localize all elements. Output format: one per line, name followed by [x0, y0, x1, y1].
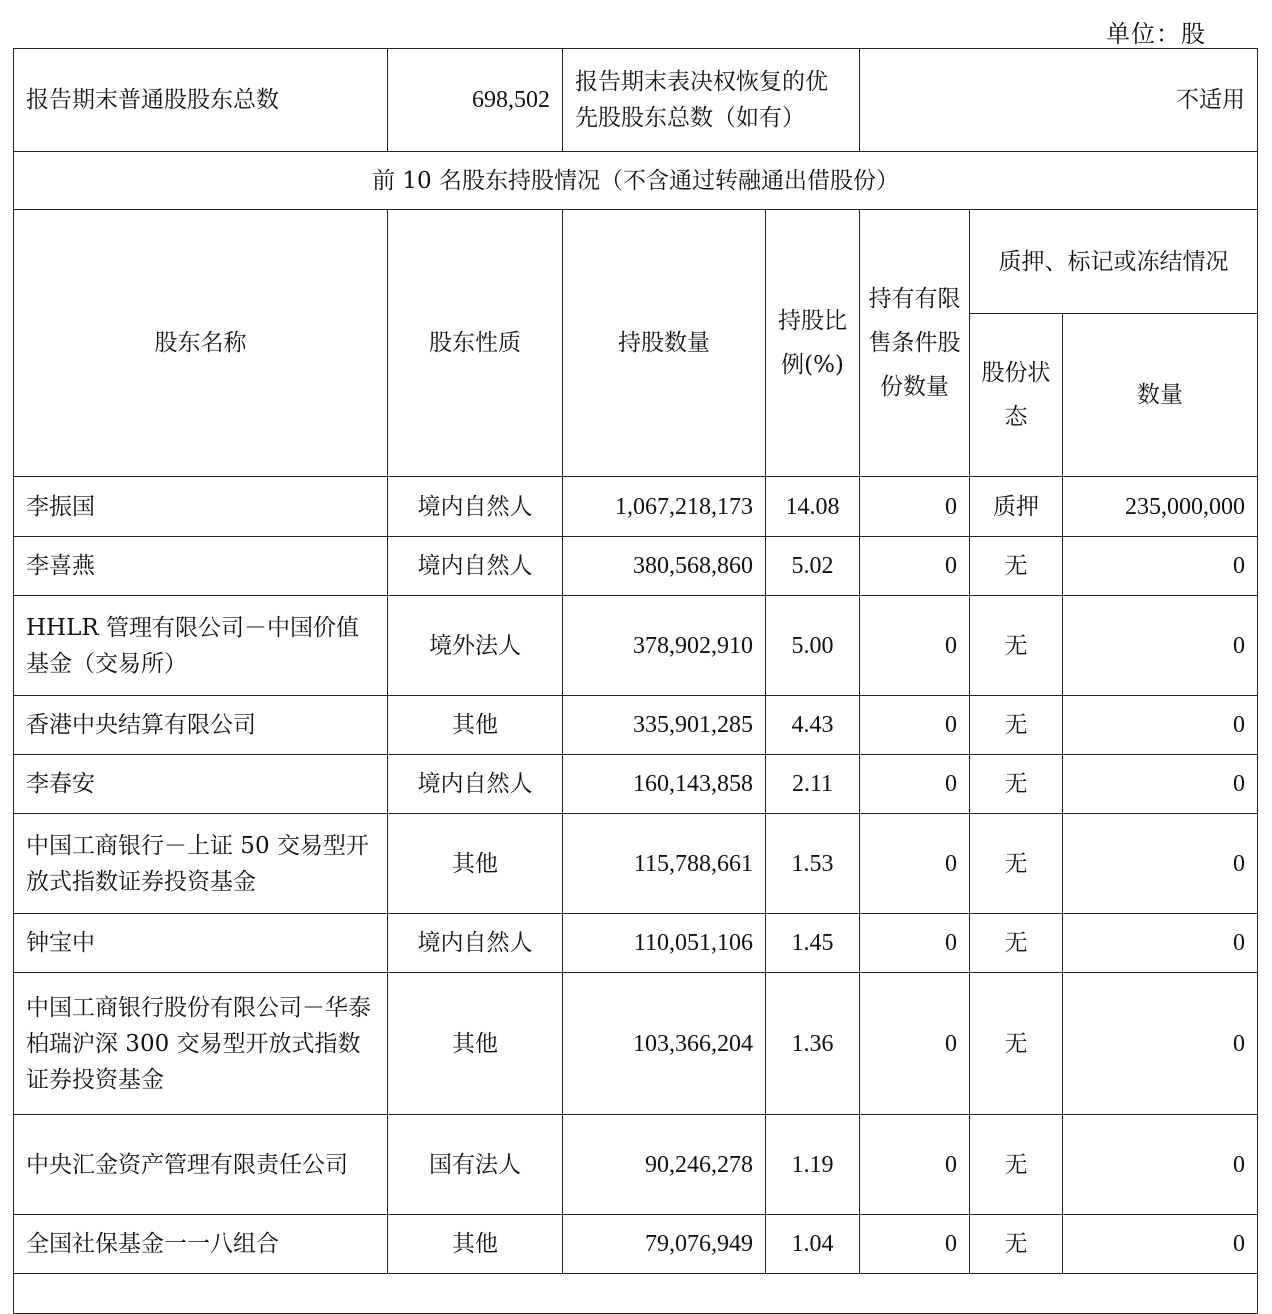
table-row: [14, 596, 1258, 696]
unit-label: 单位：股: [1106, 20, 1206, 48]
table-row: [14, 696, 1258, 755]
table-row: [14, 537, 1258, 596]
holder-nature: 境内自然人: [388, 477, 563, 537]
preferred-holders-value: 不适用: [860, 49, 1258, 152]
holder-pledge-status: 无: [970, 1115, 1063, 1215]
holder-restricted: 0: [860, 814, 970, 914]
total-holders-value: 698,502: [388, 49, 563, 152]
holder-shares: 380,568,860: [563, 537, 766, 596]
holder-shares: 378,902,910: [563, 596, 766, 696]
header-shares: 持股数量: [563, 210, 766, 477]
holder-pledge-status: 质押: [970, 477, 1063, 537]
table-row: [14, 914, 1258, 973]
holder-ratio: 2.11: [766, 755, 860, 814]
header-ratio: 持股比例(%): [766, 210, 860, 477]
holder-name: 全国社保基金一一八组合: [14, 1215, 388, 1274]
holder-pledge-quantity: 0: [1063, 914, 1258, 973]
holder-name: 中国工商银行股份有限公司－华泰柏瑞沪深 300 交易型开放式指数证券投资基金: [14, 973, 388, 1115]
holder-shares: 335,901,285: [563, 696, 766, 755]
table-row: [14, 1215, 1258, 1274]
holder-restricted: 0: [860, 596, 970, 696]
holder-pledge-status: 无: [970, 755, 1063, 814]
table-row: [14, 814, 1258, 914]
holder-pledge-status: 无: [970, 537, 1063, 596]
holder-pledge-quantity: 0: [1063, 1215, 1258, 1274]
holder-pledge-status: 无: [970, 1215, 1063, 1274]
holder-shares: 115,788,661: [563, 814, 766, 914]
holder-nature: 其他: [388, 1215, 563, 1274]
holder-restricted: 0: [860, 755, 970, 814]
holder-shares: 79,076,949: [563, 1215, 766, 1274]
holder-pledge-quantity: 0: [1063, 696, 1258, 755]
table-row: [14, 973, 1258, 1115]
holder-pledge-quantity: 0: [1063, 537, 1258, 596]
holder-restricted: 0: [860, 477, 970, 537]
header-status: 股份状态: [970, 314, 1063, 477]
holder-ratio: 5.02: [766, 537, 860, 596]
holder-name: 李春安: [14, 755, 388, 814]
header-quantity: 数量: [1063, 314, 1258, 477]
holder-pledge-quantity: 0: [1063, 755, 1258, 814]
holder-ratio: 1.19: [766, 1115, 860, 1215]
header-restricted: 持有有限售条件股份数量: [860, 210, 970, 477]
holder-shares: 90,246,278: [563, 1115, 766, 1215]
holder-shares: 1,067,218,173: [563, 477, 766, 537]
holder-nature: 境内自然人: [388, 914, 563, 973]
header-name: 股东名称: [14, 210, 388, 477]
holder-name: 钟宝中: [14, 914, 388, 973]
shareholders-table: [13, 48, 1258, 1314]
holder-pledge-status: 无: [970, 696, 1063, 755]
holder-nature: 境外法人: [388, 596, 563, 696]
holder-pledge-status: 无: [970, 914, 1063, 973]
table-row: [14, 477, 1258, 537]
holder-name: 李喜燕: [14, 537, 388, 596]
holder-shares: 160,143,858: [563, 755, 766, 814]
holder-name: 香港中央结算有限公司: [14, 696, 388, 755]
holder-pledge-status: 无: [970, 973, 1063, 1115]
holder-nature: 境内自然人: [388, 537, 563, 596]
holder-name: 中央汇金资产管理有限责任公司: [14, 1115, 388, 1215]
holder-name: HHLR 管理有限公司－中国价值基金（交易所）: [14, 596, 388, 696]
holder-restricted: 0: [860, 1215, 970, 1274]
table-row: [14, 755, 1258, 814]
section-title-row: [14, 152, 1258, 210]
holder-ratio: 1.36: [766, 973, 860, 1115]
preferred-holders-label: 报告期末表决权恢复的优先股股东总数（如有）: [563, 49, 860, 152]
holder-nature: 国有法人: [388, 1115, 563, 1215]
holder-restricted: 0: [860, 973, 970, 1115]
holder-pledge-quantity: 0: [1063, 973, 1258, 1115]
holder-nature: 其他: [388, 696, 563, 755]
holder-nature: 境内自然人: [388, 755, 563, 814]
holder-restricted: 0: [860, 696, 970, 755]
holder-pledge-status: 无: [970, 814, 1063, 914]
section-title: 前 10 名股东持股情况（不含通过转融通出借股份）: [14, 152, 1258, 210]
holder-shares: 110,051,106: [563, 914, 766, 973]
holder-ratio: 4.43: [766, 696, 860, 755]
table-row: [14, 1115, 1258, 1215]
holder-nature: 其他: [388, 814, 563, 914]
holder-nature: 其他: [388, 973, 563, 1115]
holder-ratio: 1.04: [766, 1215, 860, 1274]
holder-shares: 103,366,204: [563, 973, 766, 1115]
holder-name: 李振国: [14, 477, 388, 537]
holder-ratio: 5.00: [766, 596, 860, 696]
holder-pledge-status: 无: [970, 596, 1063, 696]
holder-name: 中国工商银行－上证 50 交易型开放式指数证券投资基金: [14, 814, 388, 914]
holder-restricted: 0: [860, 537, 970, 596]
holder-restricted: 0: [860, 914, 970, 973]
summary-row: [14, 49, 1258, 152]
header-nature: 股东性质: [388, 210, 563, 477]
holder-ratio: 1.45: [766, 914, 860, 973]
holder-restricted: 0: [860, 1115, 970, 1215]
holder-ratio: 1.53: [766, 814, 860, 914]
holder-pledge-quantity: 235,000,000: [1063, 477, 1258, 537]
header-pledge-group: 质押、标记或冻结情况: [970, 210, 1258, 314]
total-holders-label: 报告期末普通股股东总数: [14, 49, 388, 152]
header-row-1: [14, 210, 1258, 314]
holder-pledge-quantity: 0: [1063, 814, 1258, 914]
holder-pledge-quantity: 0: [1063, 1115, 1258, 1215]
holder-pledge-quantity: 0: [1063, 596, 1258, 696]
holder-ratio: 14.08: [766, 477, 860, 537]
